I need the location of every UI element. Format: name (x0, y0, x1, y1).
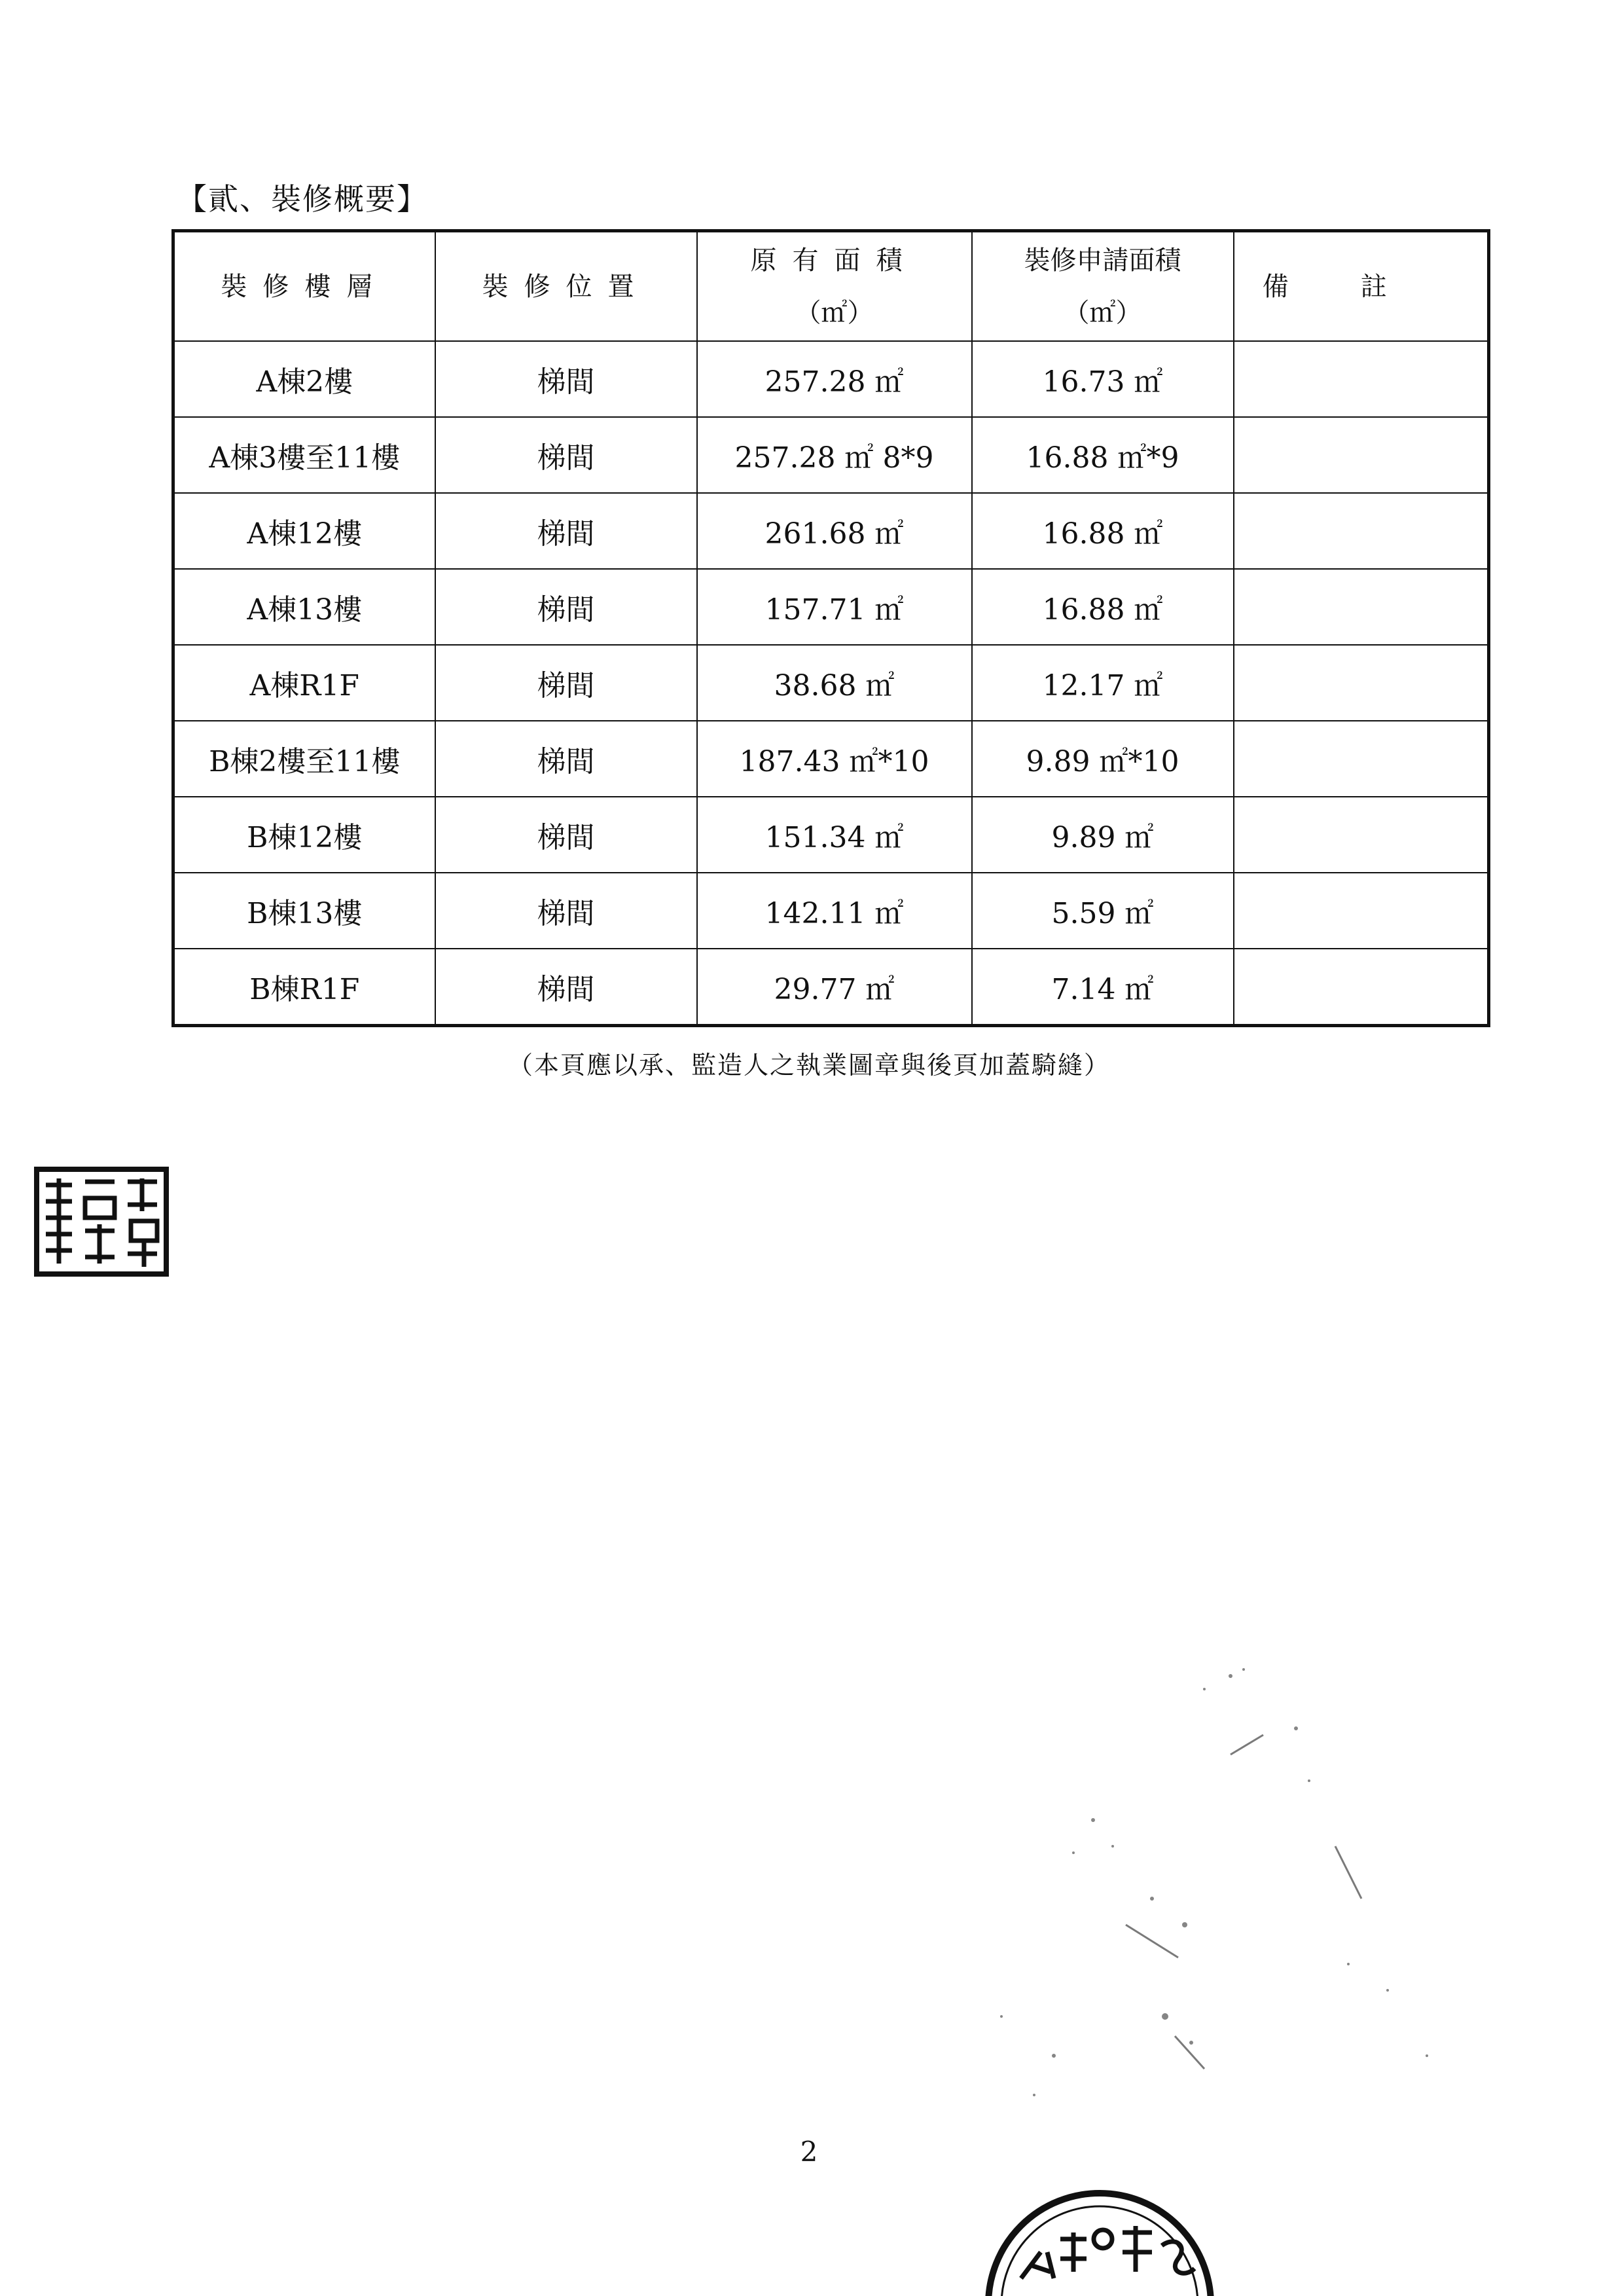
faint-stamp-impression (838, 1650, 1525, 2174)
cell-applied-area: 5.59 ㎡ (972, 873, 1234, 949)
cell-floor: A棟R1F (173, 645, 435, 721)
cell-floor: B棟13樓 (173, 873, 435, 949)
header-floor: 裝修樓層 (173, 231, 435, 342)
cell-original-area: 257.28 ㎡ (697, 341, 972, 417)
cell-original-area: 38.68 ㎡ (697, 645, 972, 721)
architect-seal-stamp (33, 1165, 170, 1278)
page-number: 2 (800, 2136, 818, 2168)
cell-location: 梯間 (435, 873, 697, 949)
header-remarks: 備註 (1234, 231, 1489, 342)
cell-applied-area: 16.88 ㎡ (972, 569, 1234, 645)
cell-location: 梯間 (435, 493, 697, 569)
cell-remarks (1234, 417, 1489, 493)
table-row (173, 873, 1489, 949)
header-original-area-label: 原有面積 (750, 245, 918, 276)
cell-floor: A棟3樓至11樓 (173, 417, 435, 493)
cell-original-area: 151.34 ㎡ (697, 797, 972, 873)
cell-floor: B棟R1F (173, 949, 435, 1026)
cell-floor: A棟2樓 (173, 341, 435, 417)
cell-remarks (1234, 797, 1489, 873)
table-row (173, 417, 1489, 493)
cell-original-area: 257.28 ㎡ 8*9 (697, 417, 972, 493)
section-title: 【貳、裝修概要】 (177, 181, 428, 217)
table-row (173, 341, 1489, 417)
cell-location: 梯間 (435, 417, 697, 493)
cell-original-area: 142.11 ㎡ (697, 873, 972, 949)
seal-instruction-note: （本頁應以承、監造人之執業圖章與後頁加蓋騎縫） (507, 1051, 1110, 1080)
cell-remarks (1234, 341, 1489, 417)
table-row (173, 645, 1489, 721)
cell-remarks (1234, 493, 1489, 569)
cell-applied-area: 16.88 ㎡ (972, 493, 1234, 569)
cell-applied-area: 12.17 ㎡ (972, 645, 1234, 721)
header-original-area (697, 231, 972, 342)
cell-location: 梯間 (435, 645, 697, 721)
cell-applied-area: 9.89 ㎡ (972, 797, 1234, 873)
header-applied-area (972, 231, 1234, 342)
cell-original-area: 29.77 ㎡ (697, 949, 972, 1026)
cell-location: 梯間 (435, 949, 697, 1026)
cell-location: 梯間 (435, 341, 697, 417)
cell-applied-area: 16.73 ㎡ (972, 341, 1234, 417)
official-round-seal (982, 2154, 1217, 2296)
cell-remarks (1234, 721, 1489, 797)
table-header-row (173, 231, 1489, 342)
cell-original-area: 187.43 ㎡*10 (697, 721, 972, 797)
cell-remarks (1234, 873, 1489, 949)
renovation-summary-table (171, 229, 1490, 1027)
header-applied-area-label: 裝修申請面積 (1024, 245, 1181, 276)
header-location: 裝修位置 (435, 231, 697, 342)
cell-original-area: 157.71 ㎡ (697, 569, 972, 645)
cell-applied-area: 7.14 ㎡ (972, 949, 1234, 1026)
cell-applied-area: 9.89 ㎡*10 (972, 721, 1234, 797)
header-applied-area-unit: （㎡） (1063, 297, 1142, 328)
cell-floor: B棟12樓 (173, 797, 435, 873)
table-row (173, 797, 1489, 873)
cell-location: 梯間 (435, 721, 697, 797)
cell-floor: A棟13樓 (173, 569, 435, 645)
cell-remarks (1234, 949, 1489, 1026)
cell-floor: A棟12樓 (173, 493, 435, 569)
cell-location: 梯間 (435, 797, 697, 873)
table-row (173, 949, 1489, 1026)
cell-applied-area: 16.88 ㎡*9 (972, 417, 1234, 493)
table-row (173, 493, 1489, 569)
table-row (173, 721, 1489, 797)
cell-remarks (1234, 645, 1489, 721)
cell-location: 梯間 (435, 569, 697, 645)
cell-original-area: 261.68 ㎡ (697, 493, 972, 569)
cell-remarks (1234, 569, 1489, 645)
table-row (173, 569, 1489, 645)
header-original-area-unit: （㎡） (795, 297, 874, 328)
cell-floor: B棟2樓至11樓 (173, 721, 435, 797)
